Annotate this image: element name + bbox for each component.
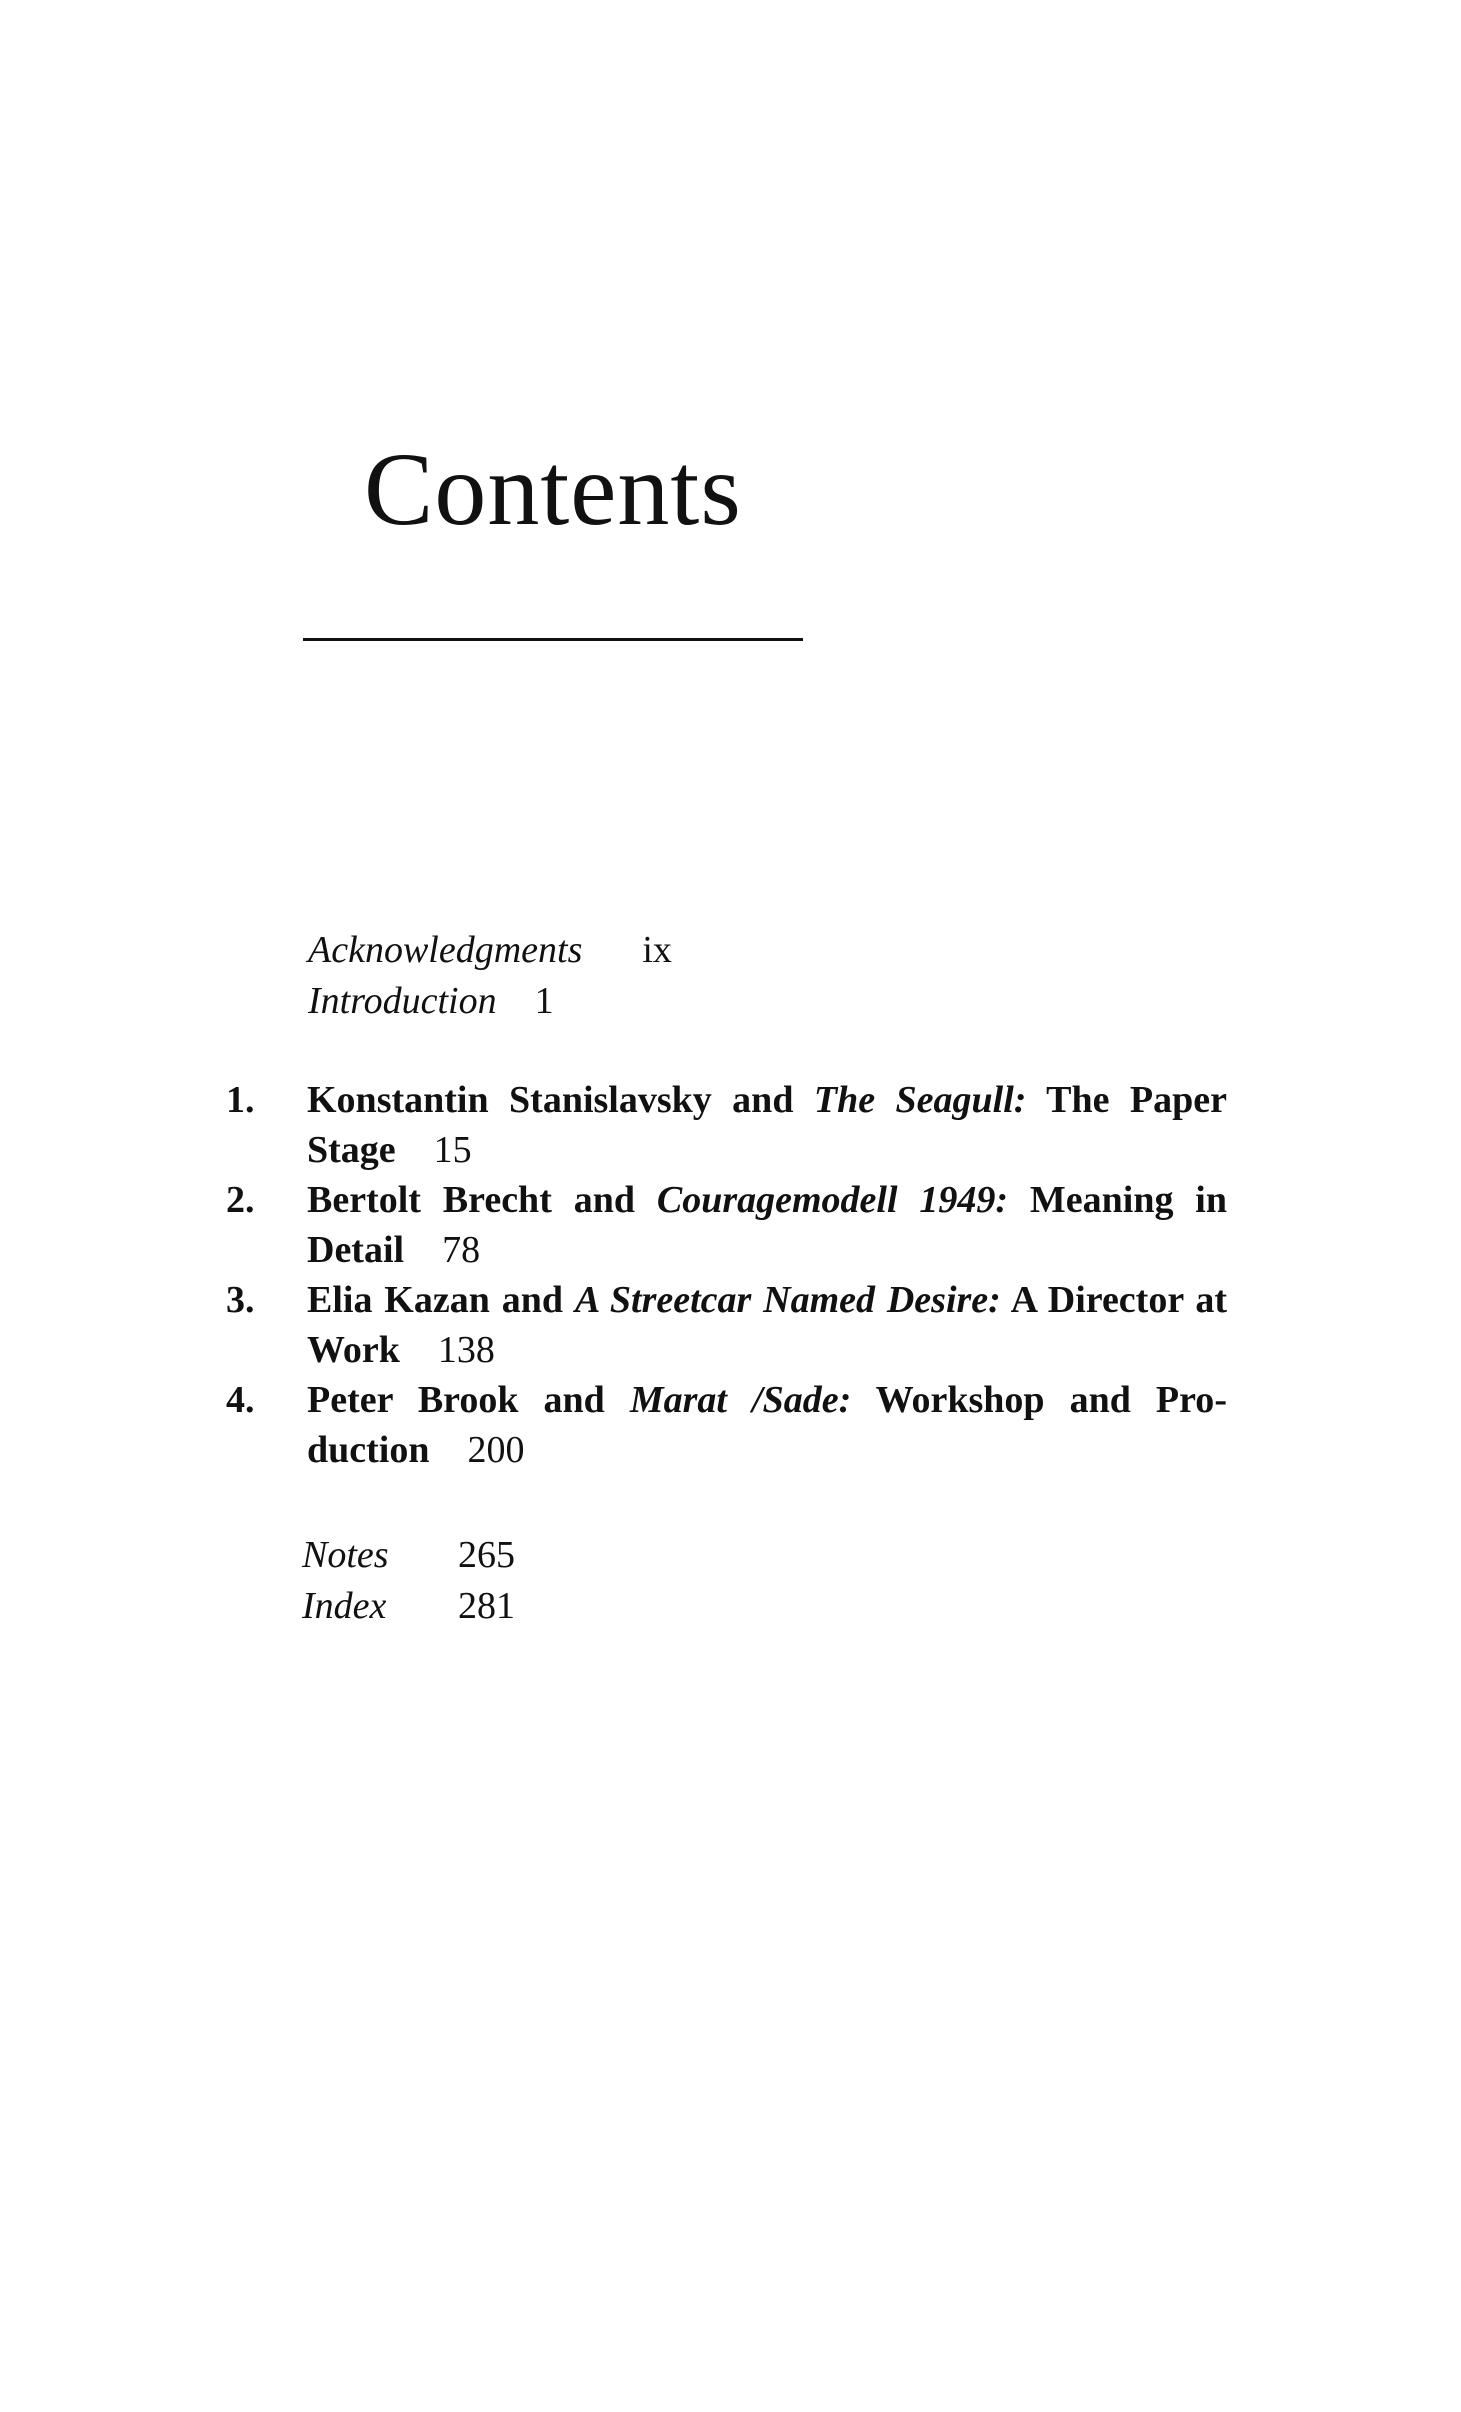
front-matter-list — [308, 925, 672, 1027]
title-divider — [303, 638, 803, 641]
toc-entry-page: ix — [642, 929, 672, 971]
toc-entry-notes[interactable] — [302, 1530, 515, 1581]
chapter-page: 138 — [437, 1329, 495, 1371]
toc-chapter-3[interactable] — [0, 1275, 1461, 1375]
toc-entry-page: 281 — [458, 1585, 515, 1627]
chapter-title — [307, 1275, 1227, 1375]
chapter-author: Konstantin Stanislavsky and — [307, 1079, 794, 1121]
chapter-work: A Streetcar Named Desire: — [574, 1279, 1001, 1321]
chapter-title — [307, 1075, 1227, 1175]
page-title: Contents — [364, 432, 742, 547]
toc-chapter-2[interactable] — [0, 1175, 1461, 1275]
chapter-work: Couragemodell 1949: — [656, 1179, 1009, 1221]
chapter-list — [0, 1075, 1461, 1475]
toc-entry-label: Notes — [302, 1534, 389, 1576]
toc-entry-index[interactable] — [302, 1581, 515, 1632]
chapter-page: 200 — [467, 1429, 525, 1471]
toc-entry-label: Acknowledgments — [308, 929, 583, 971]
chapter-subtitle: A Director at Work — [307, 1279, 1227, 1371]
chapter-page: 15 — [433, 1129, 472, 1171]
chapter-title — [307, 1175, 1227, 1275]
toc-chapter-4[interactable] — [0, 1375, 1461, 1475]
chapter-author: Bertolt Brecht and — [307, 1179, 635, 1221]
chapter-subtitle: Workshop and Production — [307, 1379, 1227, 1471]
back-matter-list — [302, 1530, 515, 1632]
toc-entry-introduction[interactable] — [308, 976, 672, 1027]
toc-entry-label: Introduction — [308, 980, 497, 1022]
chapter-work: The Seagull: — [813, 1079, 1027, 1121]
toc-chapter-1[interactable] — [0, 1075, 1461, 1175]
chapter-subtitle: The Paper Stage — [307, 1079, 1227, 1171]
toc-entry-page: 1 — [534, 980, 554, 1022]
chapter-page: 78 — [442, 1229, 481, 1271]
chapter-number: 3. — [226, 1279, 255, 1321]
toc-entry-page: 265 — [458, 1534, 515, 1576]
chapter-number: 2. — [226, 1179, 255, 1221]
chapter-author: Elia Kazan and — [307, 1279, 563, 1321]
chapter-number: 1. — [226, 1079, 255, 1121]
chapter-number: 4. — [226, 1379, 255, 1421]
chapter-subtitle: Meaning in Detail — [307, 1179, 1227, 1271]
chapter-title — [307, 1375, 1227, 1475]
toc-entry-label: Index — [302, 1585, 387, 1627]
chapter-author: Peter Brook and — [307, 1379, 605, 1421]
toc-entry-acknowledgments[interactable] — [308, 925, 672, 976]
chapter-work: Marat /Sade: — [629, 1379, 852, 1421]
